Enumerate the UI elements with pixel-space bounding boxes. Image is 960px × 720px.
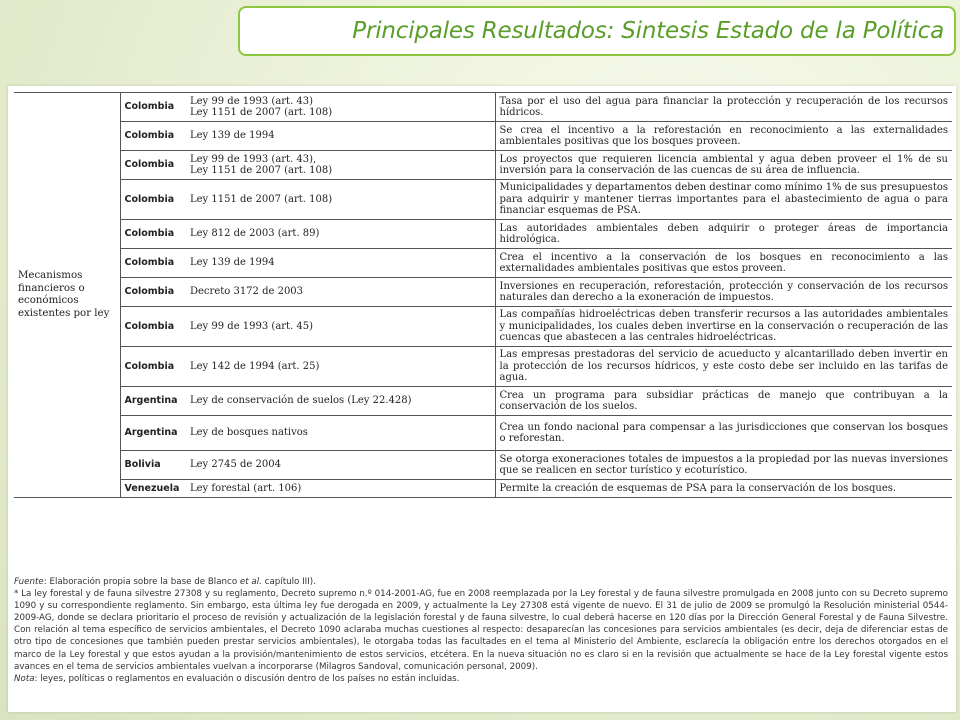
country-cell: Colombia (120, 122, 186, 151)
law-line: Ley 812 de 2003 (art. 89) (190, 228, 320, 240)
law-cell (186, 151, 495, 180)
table-row (14, 151, 952, 180)
law-cell (186, 180, 495, 220)
table-row (14, 180, 952, 220)
law-cell (186, 307, 495, 347)
law-line: Ley de conservación de suelos (Ley 22.428) (190, 395, 412, 407)
law-cell (186, 451, 495, 480)
law-line: Ley forestal (art. 106) (190, 482, 302, 494)
law-cell (186, 416, 495, 451)
description-cell: Las empresas prestadoras del servicio de acueducto y alcantarillado deben invertir en la protección de los recursos hídricos, y este costo debe ser incluido en las tarifas de agua. (495, 347, 952, 387)
law-cell (186, 93, 495, 122)
policy-table (14, 92, 952, 498)
law-line: Ley 2745 de 2004 (190, 459, 281, 471)
description-cell: Permite la creación de esquemas de PSA para la conservación de los bosques. (495, 480, 952, 498)
country-cell: Colombia (120, 278, 186, 307)
country-cell: Argentina (120, 387, 186, 416)
nota-text: : leyes, políticas o reglamentos en evaluación o discusión dentro de los países no están incluidas. (34, 673, 460, 684)
table-row (14, 93, 952, 122)
title-box (238, 6, 956, 56)
country-cell: Venezuela (120, 480, 186, 498)
table-row (14, 220, 952, 249)
table-row (14, 122, 952, 151)
law-line: Ley 139 de 1994 (190, 257, 275, 269)
nota-note (14, 673, 948, 685)
country-cell: Colombia (120, 180, 186, 220)
country-cell: Colombia (120, 249, 186, 278)
source-label: Fuente (14, 577, 44, 587)
page-title: Principales Resultados: Sintesis Estado de la Política (352, 18, 944, 44)
source-et-al: et al. (239, 577, 262, 587)
table-row (14, 451, 952, 480)
description-cell: Crea el incentivo a la conservación de los bosques en reconocimiento a las externalidades ambientales positivas que estos proveen. (495, 249, 952, 278)
country-cell: Colombia (120, 347, 186, 387)
country-cell: Colombia (120, 220, 186, 249)
document-page (8, 86, 956, 712)
law-line: Ley 142 de 1994 (art. 25) (190, 360, 320, 372)
law-line: Ley 1151 de 2007 (art. 108) (190, 165, 333, 176)
law-line: Ley 99 de 1993 (art. 43) (190, 95, 314, 107)
description-cell: Se otorga exoneraciones totales de impuestos a la propiedad por las nuevas inversiones que se realicen en sector turístico y ecoturístico. (495, 451, 952, 480)
description-cell: Crea un fondo nacional para compensar a las jurisdicciones que conservan los bosques o reforestan. (495, 416, 952, 451)
law-cell (186, 122, 495, 151)
source-note (14, 576, 948, 588)
source-text-end: capítulo III). (261, 577, 316, 587)
nota-label: Nota (14, 673, 35, 684)
law-line: Ley 139 de 1994 (190, 130, 275, 142)
table-row (14, 387, 952, 416)
country-cell: Colombia (120, 151, 186, 180)
table-row (14, 278, 952, 307)
law-cell (186, 387, 495, 416)
description-cell: Las autoridades ambientales deben adquirir o proteger áreas de importancia hidrológica. (495, 220, 952, 249)
description-cell: Los proyectos que requieren licencia ambiental y agua deben proveer el 1% de su inversión para la conservación de las cuencas de su área de influencia. (495, 151, 952, 180)
description-cell: Las compañías hidroeléctricas deben transferir recursos a las autoridades ambientales y municipalidades, los cuales deben invertirse en la conservación o recuperación de las cuencas que abastecen a las centrales hidroeléctricas. (495, 307, 952, 347)
description-cell: Inversiones en recuperación, reforestación, protección y conservación de los recursos naturales dan derecho a la exoneración de impuestos. (495, 278, 952, 307)
table-row (14, 347, 952, 387)
table-row (14, 416, 952, 451)
country-cell: Argentina (120, 416, 186, 451)
table-notes (14, 576, 948, 685)
law-cell (186, 249, 495, 278)
description-cell: Municipalidades y departamentos deben destinar como mínimo 1% de sus presupuestos para adquirir y mantener tierras importantes para el abastecimiento de agua o para financiar esquemas de PSA. (495, 180, 952, 220)
law-cell (186, 278, 495, 307)
table-row (14, 307, 952, 347)
source-text-start: : Elaboración propia sobre la base de Blanco (43, 577, 240, 587)
law-cell (186, 220, 495, 249)
footnote: * La ley forestal y de fauna silvestre 27308 y su reglamento, Decreto supremo n.º 014-2001-AG, fue en 2008 reemplazada por la Ley forestal y de fauna silvestre promulgada en 2008 junto con su Decreto supremo 1090 y su correspondiente reglamento. Sin embargo, esta última ley fue derogada en 2009, y actualmente la Ley 27308 está vigente de nuevo. El 31 de julio de 2009 se promulgó la Resolución ministerial 0544-2009-AG, donde se declara prioritario el proceso de revisión y actualización de la legislación forestal y de fauna silvestre, lo cual deberá hacerse en 120 días por la Dirección General Forestal y de Fauna Silvestre. Con relación al tema específico de servicios ambientales, el Decreto 1090 aclaraba muchas cuestiones al respecto: desaparecían las concesiones para servicios ambientales (es decir, deja de diferenciar estas de otro tipo de concesiones que también pueden prestar servicios ambientales), le otorgaba todas las facultades en el tema al Ministerio del Ambiente, esclarecía la obligación entre los derechos otorgados en el marco de la Ley forestal y que estos ayudan a la provisión/mantenimiento de estos servicios, etcétera. En la nueva situación no es claro si en la revisión que actualmente se hace de la Ley forestal vigente estos avances en el tema de servicios ambientales vuelvan a incorporarse (Milagros Sandoval, comunicación personal, 2009). (14, 589, 948, 672)
table-row (14, 249, 952, 278)
country-cell: Colombia (120, 93, 186, 122)
country-cell: Bolivia (120, 451, 186, 480)
description-cell: Se crea el incentivo a la reforestación en reconocimiento a las externalidades ambientales positivas que los bosques proveen. (495, 122, 952, 151)
law-cell (186, 480, 495, 498)
law-line: Ley 1151 de 2007 (art. 108) (190, 107, 333, 118)
category-cell: Mecanismos financieros o económicos existentes por ley (14, 93, 120, 498)
law-cell (186, 347, 495, 387)
description-cell: Crea un programa para subsidiar prácticas de manejo que contribuyan a la conservación de los suelos. (495, 387, 952, 416)
country-cell: Colombia (120, 307, 186, 347)
law-line: Ley 99 de 1993 (art. 43), (190, 153, 317, 165)
table-row (14, 480, 952, 498)
description-cell: Tasa por el uso del agua para financiar la protección y recuperación de los recursos hídricos. (495, 93, 952, 122)
law-line: Ley de bosques nativos (190, 427, 308, 439)
law-line: Ley 1151 de 2007 (art. 108) (190, 193, 333, 205)
law-line: Ley 99 de 1993 (art. 45) (190, 320, 314, 332)
law-line: Decreto 3172 de 2003 (190, 286, 304, 298)
